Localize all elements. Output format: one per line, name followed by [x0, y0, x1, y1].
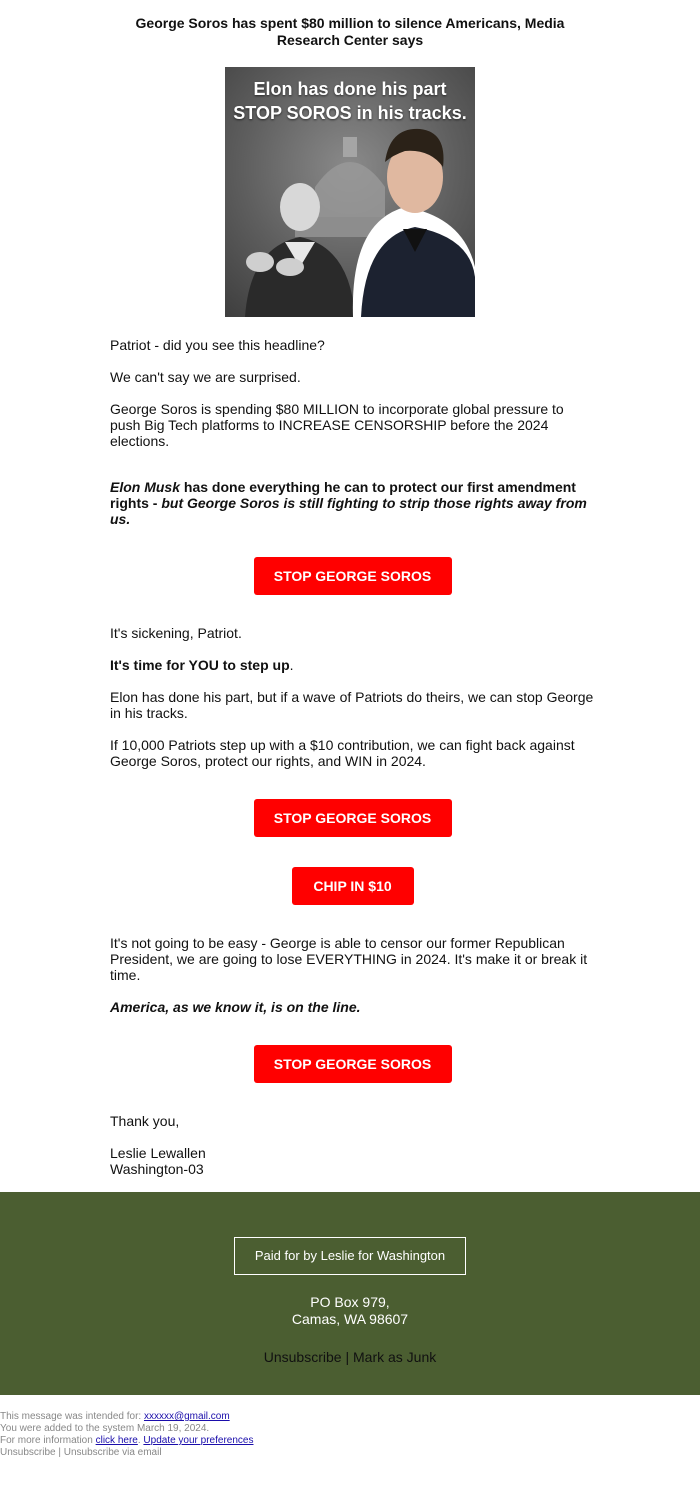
address-line2: Camas, WA 98607: [291, 1311, 409, 1327]
paragraph-america-on-line: America, as we know it, is on the line.: [110, 999, 361, 1015]
hero-caption: [225, 77, 475, 125]
paragraph-intro: Patriot - did you see this headline?: [110, 337, 325, 353]
signoff: Thank you,: [110, 1113, 180, 1129]
footer-links: [0, 1349, 700, 1365]
legal-more-info-line: For more information click here. Update your preferences: [0, 1435, 254, 1446]
stop-george-soros-button-3[interactable]: STOP GEORGE SOROS: [254, 1045, 452, 1083]
legal-unsubscribe-line[interactable]: Unsubscribe | Unsubscribe via email: [0, 1447, 162, 1458]
paragraph-soros-spending: George Soros is spending $80 MILLION to incorporate global pressure to push Big Tech platforms to INCREASE CENSORSHIP before the 2024 elections.: [110, 401, 564, 449]
legal-notice: [0, 1411, 700, 1459]
elon-musk-sentence: has done everything he can to protect our first amendment rights -: [110, 479, 576, 511]
mark-as-junk-link[interactable]: Mark as Junk: [353, 1349, 437, 1365]
legal-intended-line: This message was intended for: xxxxxx@gmail.com: [0, 1411, 230, 1422]
footer-separator: |: [341, 1349, 353, 1365]
address-line1: PO Box 979,: [310, 1294, 390, 1310]
hero-caption-line2: STOP SOROS in his tracks.: [233, 103, 467, 123]
paid-for-box: Paid for by Leslie for Washington: [234, 1237, 466, 1275]
footer: [0, 1192, 700, 1395]
soros-still-fighting: but George Soros is still fighting to strip those rights away from us.: [110, 495, 587, 527]
chip-in-10-button[interactable]: CHIP IN $10: [292, 867, 414, 905]
unsubscribe-link[interactable]: Unsubscribe: [263, 1349, 342, 1365]
stop-george-soros-button-2[interactable]: STOP GEORGE SOROS: [254, 799, 452, 837]
paragraph-not-easy: It's not going to be easy - George is able to censor our former Republican President, we are going to lose EVERYTHING in 2024. It's make it or break it time.: [110, 935, 588, 983]
hero-image[interactable]: [225, 67, 475, 317]
footer-address: [0, 1294, 700, 1328]
signer-name: Leslie Lewallen: [110, 1145, 206, 1161]
update-preferences-link[interactable]: Update your preferences: [143, 1435, 254, 1446]
elon-musk-name: Elon Musk: [110, 479, 181, 495]
paragraph-not-surprised: We can't say we are surprised.: [110, 369, 301, 385]
paragraph-step-up: It's time for YOU to step up.: [110, 657, 294, 673]
paragraph-elon-musk: [110, 479, 595, 527]
hero-caption-line1: Elon has done his part: [253, 79, 447, 99]
paragraph-sickening: It's sickening, Patriot.: [110, 625, 242, 641]
signer-district: Washington-03: [110, 1161, 204, 1177]
recipient-email-link[interactable]: xxxxxx@gmail.com: [143, 1411, 230, 1422]
step-up-bold: It's time for YOU to step up: [110, 657, 290, 673]
paragraph-elon-part: Elon has done his part, but if a wave of Patriots do theirs, we can stop George in his tracks.: [110, 689, 594, 721]
email-body: [110, 337, 595, 1177]
stop-george-soros-button-1[interactable]: STOP GEORGE SOROS: [254, 557, 452, 595]
paragraph-10000-patriots: If 10,000 Patriots step up with a $10 contribution, we can fight back against George Soros, protect our rights, and WIN in 2024.: [110, 737, 575, 769]
click-here-link[interactable]: click here: [95, 1435, 138, 1446]
legal-added-line: You were added to the system March 19, 2024.: [0, 1423, 210, 1434]
email-headline: George Soros has spent $80 million to silence Americans, Media Research Center says: [135, 15, 565, 48]
